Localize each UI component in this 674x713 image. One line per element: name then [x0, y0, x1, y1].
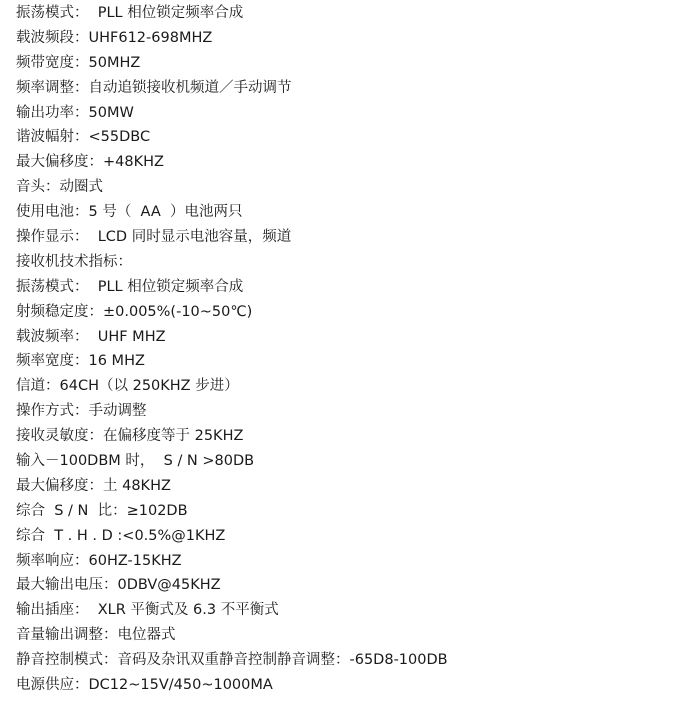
spec-line-input-snr: 输入－100DBM 时， S / N >80DB	[16, 453, 255, 470]
spec-line-max-deviation: 最大偏移度：+48KHZ	[16, 154, 164, 171]
spec-line-oscillation-mode: 振荡模式： PLL 相位锁定频率合成	[16, 5, 244, 21]
spec-line-mute-control: 静音控制模式：音码及杂讯双重静音控制静音调整：-65D8-100DB	[16, 652, 448, 669]
spec-line-receiver-max-deviation: 最大偏移度：土 48KHZ	[16, 477, 171, 494]
spec-line-receiver-oscillation-mode: 振荡模式： PLL 相位锁定频率合成	[16, 278, 244, 295]
spec-line-output-power: 输出功率：50MW	[16, 104, 134, 121]
spec-line-frequency-response: 频率响应：60HZ-15KHZ	[16, 552, 182, 569]
spec-line-output-socket: 输出插座： XLR 平衡式及 6.3 不平衡式	[16, 602, 279, 619]
spec-line-sensitivity: 接收灵敏度：在偏移度等于 25KHZ	[16, 428, 244, 445]
spec-line-volume-adjust: 音量输出调整：电位器式	[16, 627, 176, 644]
spec-line-frequency-width: 频率宽度：16 MHZ	[16, 353, 145, 370]
spec-line-carrier-band: 载波频段：UHF612-698MHZ	[16, 29, 213, 46]
spec-line-harmonic-radiation: 谐波幅射：<55DBC	[16, 129, 151, 146]
spec-line-overall-thd: 综合 T . H . D :<0.5%@1KHZ	[16, 527, 226, 544]
spec-line-carrier-frequency: 载波频率： UHF MHZ	[16, 328, 166, 345]
spec-line-display: 操作显示： LCD 同时显示电池容量，频道	[16, 229, 292, 246]
spec-line-bandwidth: 频带宽度：50MHZ	[16, 54, 141, 71]
spec-line-operation-mode: 操作方式：手动调整	[16, 403, 147, 420]
spec-line-capsule: 音头：动圈式	[16, 179, 103, 196]
spec-line-max-output-voltage: 最大输出电压：0DBV@45KHZ	[16, 577, 221, 594]
spec-line-overall-snr: 综合 S / N 比：≥102DB	[16, 502, 188, 519]
spec-line-channels: 信道：64CH（以 250KHZ 步进）	[16, 378, 239, 395]
spec-line-receiver-heading: 接收机技术指标：	[16, 253, 132, 270]
spec-line-rf-stability: 射频稳定度：±0.005%(-10~50℃)	[16, 303, 253, 320]
spec-line-power-supply: 电源供应：DC12~15V/450~1000MA	[16, 677, 273, 694]
spec-list	[16, 1, 448, 698]
spec-line-battery: 使用电池：5 号（ AA ）电池两只	[16, 204, 243, 221]
spec-line-frequency-adjust: 频率调整：自动追锁接收机频道／手动调节	[16, 79, 292, 96]
